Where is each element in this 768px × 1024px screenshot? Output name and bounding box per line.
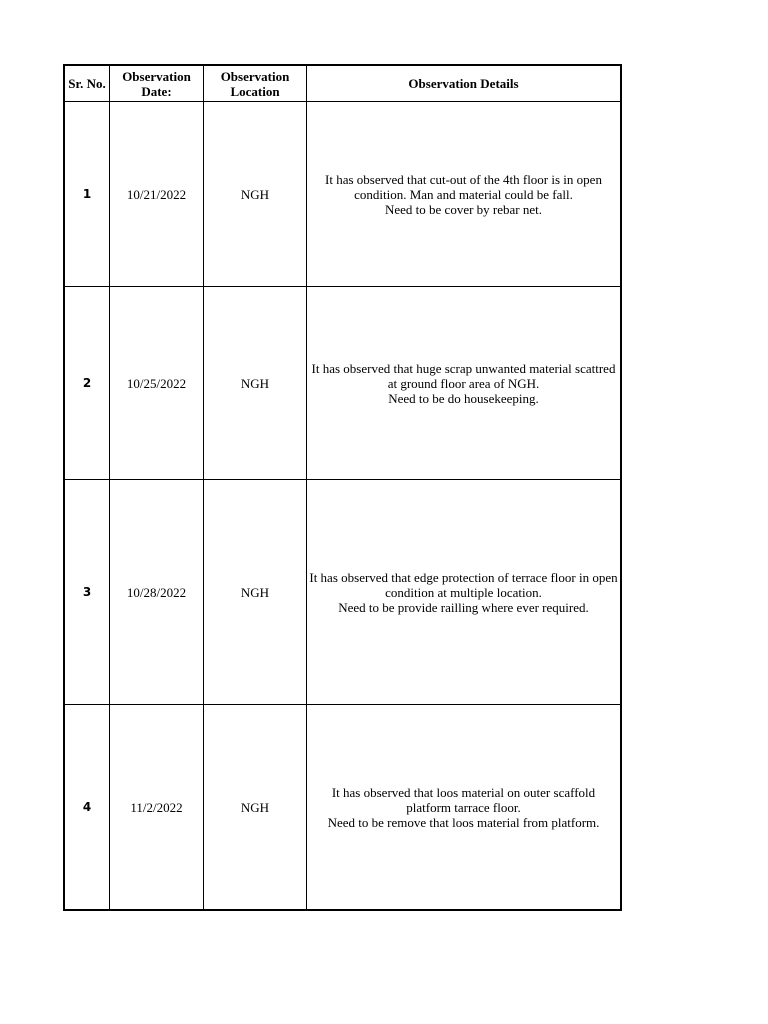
table-header <box>65 66 621 102</box>
header-sr-no: Sr. No. <box>65 66 110 102</box>
cell-location: NGH <box>204 480 307 705</box>
cell-sr-no: 4 <box>65 705 110 910</box>
table-row <box>65 287 621 480</box>
cell-sr-no: 2 <box>65 287 110 480</box>
cell-date: 10/21/2022 <box>110 102 204 287</box>
cell-sr-no: 1 <box>65 102 110 287</box>
cell-details: It has observed that edge protection of terrace floor in open condition at multiple location. Need to be provide railling where ever required. <box>307 480 621 705</box>
header-row <box>65 66 621 102</box>
cell-location: NGH <box>204 287 307 480</box>
header-observation-details: Observation Details <box>307 66 621 102</box>
header-observation-location: Observation Location <box>204 66 307 102</box>
cell-details: It has observed that huge scrap unwanted material scattred at ground floor area of NGH. Need to be do housekeeping. <box>307 287 621 480</box>
cell-location: NGH <box>204 705 307 910</box>
cell-date: 11/2/2022 <box>110 705 204 910</box>
observation-table <box>64 65 621 910</box>
cell-sr-no: 3 <box>65 480 110 705</box>
table-row <box>65 480 621 705</box>
header-observation-date: Observation Date: <box>110 66 204 102</box>
table-row <box>65 705 621 910</box>
cell-details: It has observed that cut-out of the 4th floor is in open condition. Man and material could be fall. Need to be cover by rebar net. <box>307 102 621 287</box>
cell-date: 10/28/2022 <box>110 480 204 705</box>
table-row <box>65 102 621 287</box>
cell-date: 10/25/2022 <box>110 287 204 480</box>
table-body <box>65 102 621 910</box>
cell-location: NGH <box>204 102 307 287</box>
cell-details: It has observed that loos material on outer scaffold platform tarrace floor. Need to be remove that loos material from platform. <box>307 705 621 910</box>
